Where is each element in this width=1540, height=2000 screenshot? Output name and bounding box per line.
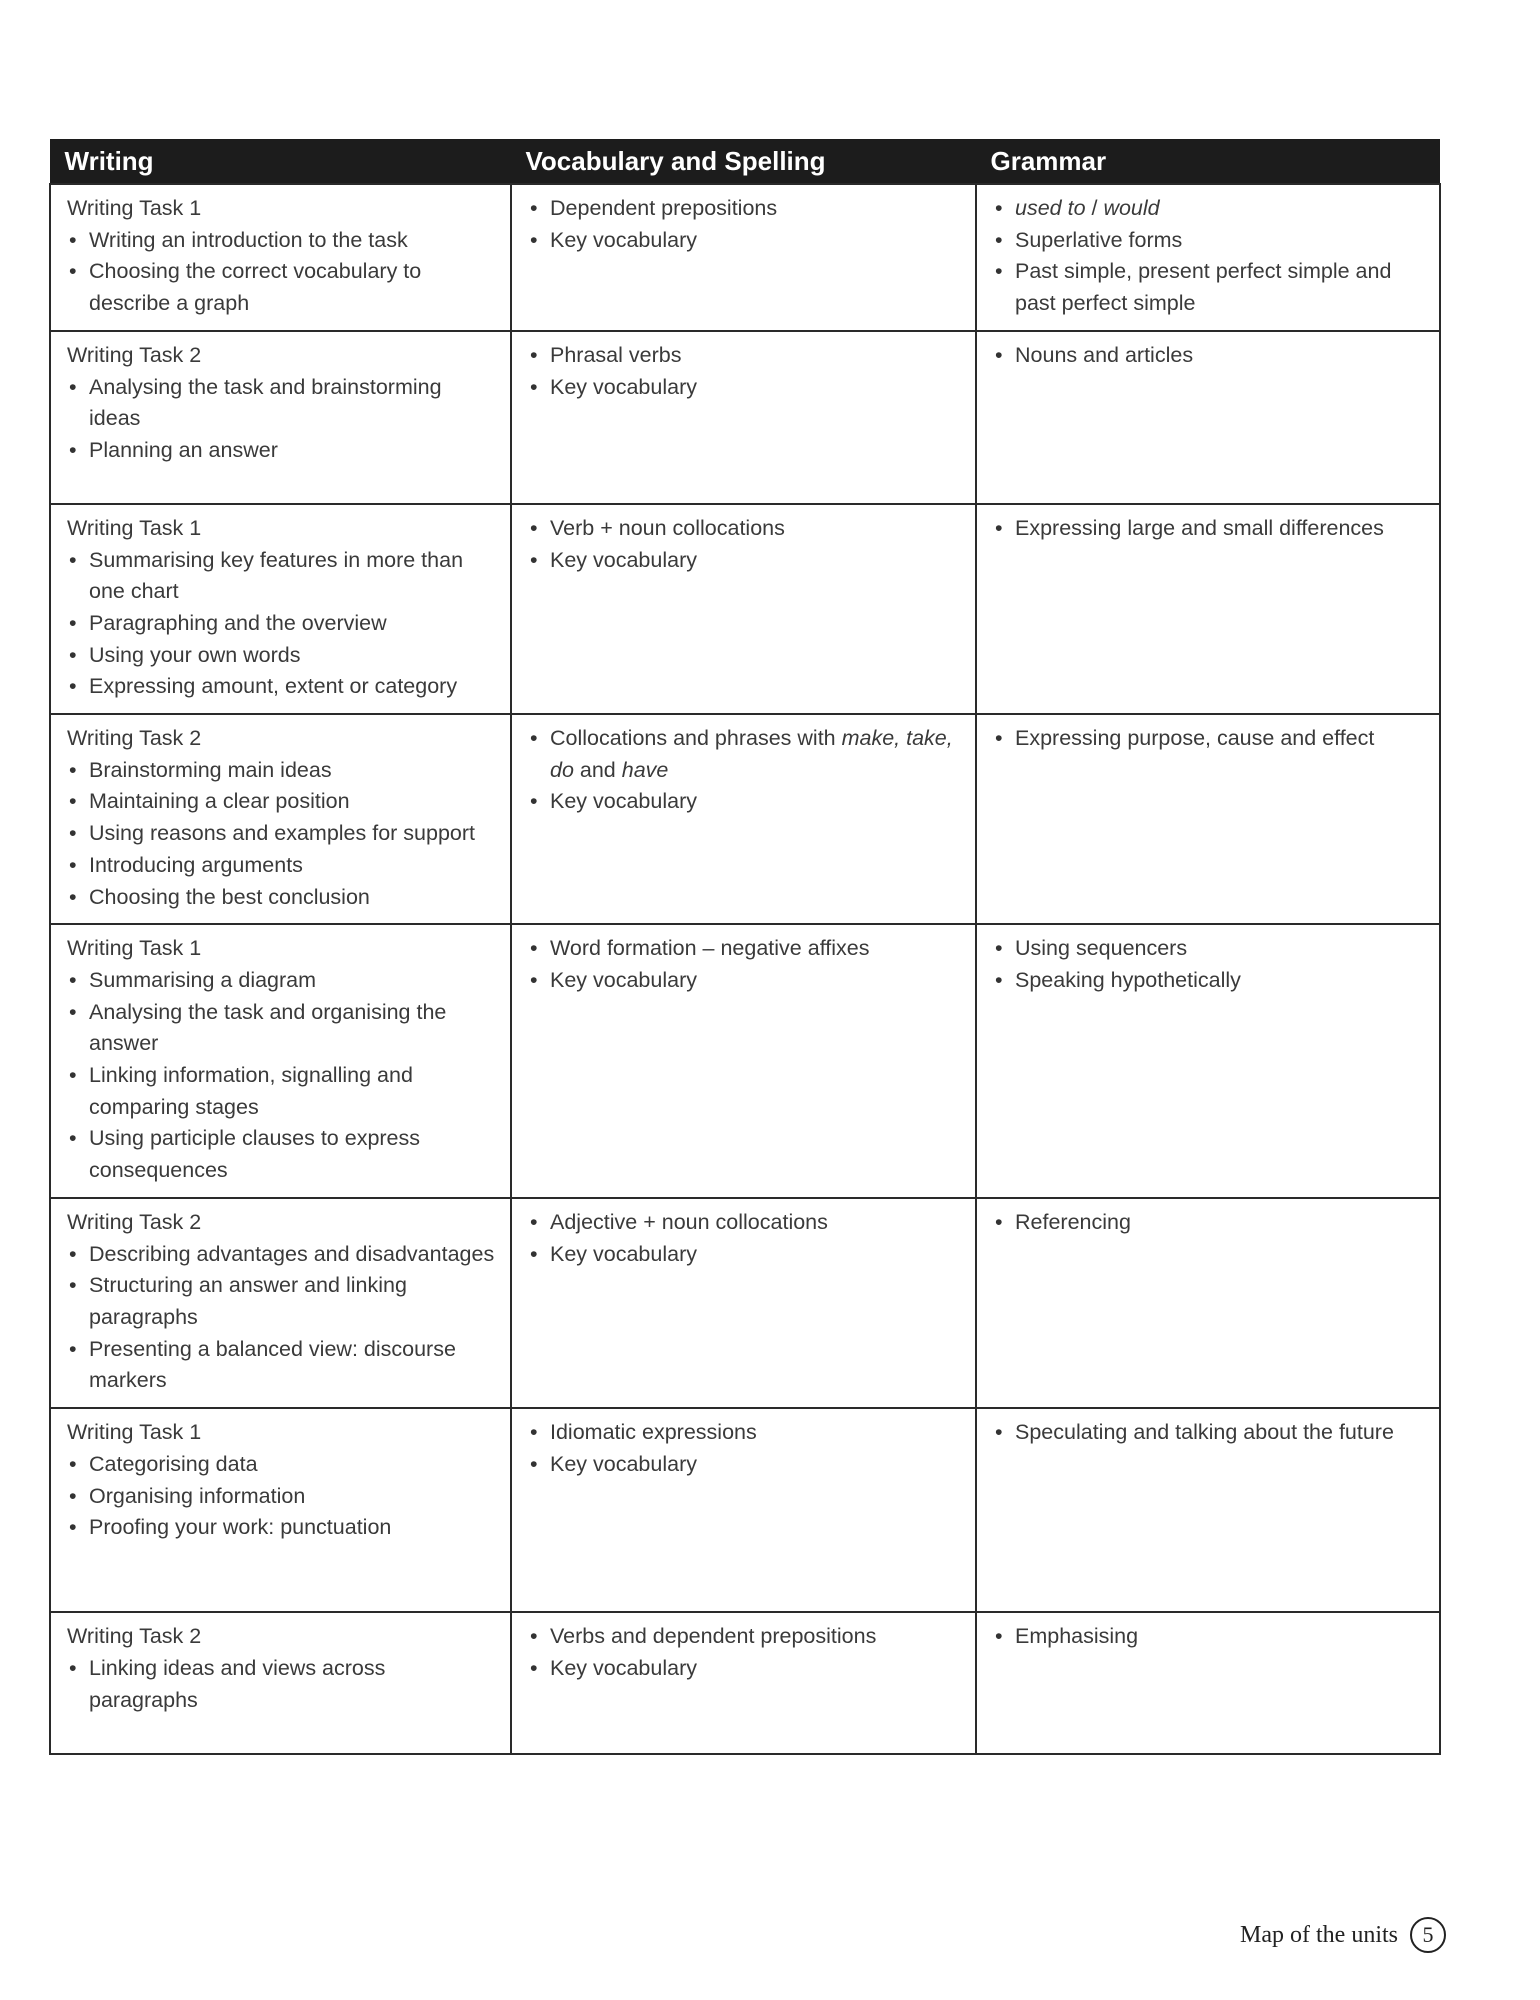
list-item: • Describing advantages and disadvantages: [67, 1239, 496, 1271]
task-title: Writing Task 1: [67, 936, 202, 961]
unit-row: [50, 924, 1440, 1198]
list-item: • Expressing amount, extent or category: [67, 671, 496, 703]
list-item: • Linking ideas and views across paragraphs: [67, 1653, 496, 1716]
writing-cell: [50, 1612, 511, 1754]
list-item: • Verb + noun collocations: [528, 513, 961, 545]
task-title: Writing Task 1: [67, 515, 202, 540]
list-item: • Phrasal verbs: [528, 340, 961, 372]
list-item: • Superlative forms: [993, 225, 1425, 257]
list-item: • Using participle clauses to express consequences: [67, 1123, 496, 1186]
unit-row: [50, 504, 1440, 714]
list-item: • Collocations and phrases with make, take, do and have: [528, 723, 961, 786]
list-item: • Key vocabulary: [528, 225, 961, 257]
grammar-cell: [976, 1198, 1440, 1408]
unit-row: [50, 1408, 1440, 1612]
vocab-list: [528, 723, 961, 818]
list-item: • Key vocabulary: [528, 1653, 961, 1685]
writing-list: [67, 1239, 496, 1398]
list-item: • Key vocabulary: [528, 1449, 961, 1481]
list-item: • Using sequencers: [993, 933, 1425, 965]
list-item: • Writing an introduction to the task: [67, 225, 496, 257]
vocab-list: [528, 1417, 961, 1480]
writing-cell: [50, 1408, 511, 1612]
writing-list: [67, 372, 496, 467]
list-item: • Choosing the best conclusion: [67, 882, 496, 914]
unit-row: [50, 331, 1440, 504]
task-title: Writing Task 2: [67, 1209, 202, 1234]
list-item: • Analysing the task and organising the answer: [67, 997, 496, 1060]
list-item: • Linking information, signalling and comparing stages: [67, 1060, 496, 1123]
writing-list: [67, 965, 496, 1187]
list-item: • Key vocabulary: [528, 965, 961, 997]
vocab-list: [528, 933, 961, 996]
page-number: 5: [1410, 1917, 1446, 1953]
grammar-list: [993, 193, 1425, 320]
writing-list: [67, 545, 496, 704]
list-item: • Key vocabulary: [528, 545, 961, 577]
list-item: • Choosing the correct vocabulary to describe a graph: [67, 256, 496, 319]
list-item: • Summarising key features in more than one chart: [67, 545, 496, 608]
list-item: • Expressing large and small differences: [993, 513, 1425, 545]
list-item: • Referencing: [993, 1207, 1425, 1239]
header-vocabulary-spelling: Vocabulary and Spelling: [511, 139, 976, 184]
header-row: [50, 139, 1440, 184]
writing-list: [67, 1653, 496, 1716]
vocabulary-cell: [511, 1408, 976, 1612]
vocab-list: [528, 193, 961, 256]
list-item: • Adjective + noun collocations: [528, 1207, 961, 1239]
page-footer: [1240, 1917, 1446, 1953]
grammar-list: [993, 513, 1425, 545]
grammar-cell: [976, 1408, 1440, 1612]
list-item: • Idiomatic expressions: [528, 1417, 961, 1449]
task-title: Writing Task 2: [67, 1624, 202, 1649]
vocabulary-cell: [511, 504, 976, 714]
grammar-cell: [976, 331, 1440, 504]
list-item: • used to / would: [993, 193, 1425, 225]
vocabulary-cell: [511, 714, 976, 924]
list-item: • Dependent prepositions: [528, 193, 961, 225]
units-map-table: [49, 139, 1441, 1755]
list-item: • Summarising a diagram: [67, 965, 496, 997]
list-item: • Key vocabulary: [528, 1239, 961, 1271]
list-item: • Expressing purpose, cause and effect: [993, 723, 1425, 755]
grammar-cell: [976, 924, 1440, 1198]
unit-row: [50, 1612, 1440, 1754]
grammar-list: [993, 723, 1425, 755]
list-item: • Nouns and articles: [993, 340, 1425, 372]
unit-row: [50, 1198, 1440, 1408]
list-item: • Analysing the task and brainstorming ideas: [67, 372, 496, 435]
grammar-list: [993, 1417, 1425, 1449]
list-item: • Categorising data: [67, 1449, 496, 1481]
list-item: • Introducing arguments: [67, 850, 496, 882]
list-item: • Word formation – negative affixes: [528, 933, 961, 965]
vocabulary-cell: [511, 1198, 976, 1408]
writing-cell: [50, 331, 511, 504]
unit-row: [50, 184, 1440, 331]
writing-list: [67, 225, 496, 320]
task-title: Writing Task 1: [67, 196, 202, 220]
writing-cell: [50, 714, 511, 924]
writing-list: [67, 1449, 496, 1544]
list-item: • Maintaining a clear position: [67, 786, 496, 818]
list-item: • Organising information: [67, 1481, 496, 1513]
vocab-list: [528, 1207, 961, 1270]
writing-list: [67, 755, 496, 914]
writing-cell: [50, 924, 511, 1198]
list-item: • Presenting a balanced view: discourse markers: [67, 1334, 496, 1397]
writing-cell: [50, 184, 511, 331]
grammar-cell: [976, 714, 1440, 924]
unit-row: [50, 714, 1440, 924]
list-item: • Key vocabulary: [528, 786, 961, 818]
list-item: • Brainstorming main ideas: [67, 755, 496, 787]
vocab-list: [528, 1621, 961, 1684]
grammar-list: [993, 933, 1425, 996]
vocab-list: [528, 340, 961, 403]
list-item: • Structuring an answer and linking paragraphs: [67, 1270, 496, 1333]
grammar-list: [993, 340, 1425, 372]
grammar-cell: [976, 184, 1440, 331]
list-item: • Planning an answer: [67, 435, 496, 467]
task-title: Writing Task 1: [67, 1420, 202, 1445]
writing-cell: [50, 504, 511, 714]
list-item: • Verbs and dependent prepositions: [528, 1621, 961, 1653]
grammar-cell: [976, 1612, 1440, 1754]
vocabulary-cell: [511, 331, 976, 504]
list-item: • Proofing your work: punctuation: [67, 1512, 496, 1544]
writing-cell: [50, 1198, 511, 1408]
vocabulary-cell: [511, 184, 976, 331]
list-item: • Past simple, present perfect simple and past perfect simple: [993, 256, 1425, 319]
task-title: Writing Task 2: [67, 342, 202, 367]
header-writing: Writing: [50, 139, 511, 184]
list-item: • Emphasising: [993, 1621, 1425, 1653]
list-item: • Speculating and talking about the future: [993, 1417, 1425, 1449]
list-item: • Using your own words: [67, 640, 496, 672]
list-item: • Speaking hypothetically: [993, 965, 1425, 997]
grammar-cell: [976, 504, 1440, 714]
list-item: • Paragraphing and the overview: [67, 608, 496, 640]
header-grammar: Grammar: [976, 139, 1440, 184]
list-item: • Key vocabulary: [528, 372, 961, 404]
grammar-list: [993, 1621, 1425, 1653]
grammar-list: [993, 1207, 1425, 1239]
footer-label: Map of the units: [1240, 1921, 1398, 1948]
vocabulary-cell: [511, 1612, 976, 1754]
vocab-list: [528, 513, 961, 576]
vocabulary-cell: [511, 924, 976, 1198]
task-title: Writing Task 2: [67, 726, 202, 751]
list-item: • Using reasons and examples for support: [67, 818, 496, 850]
